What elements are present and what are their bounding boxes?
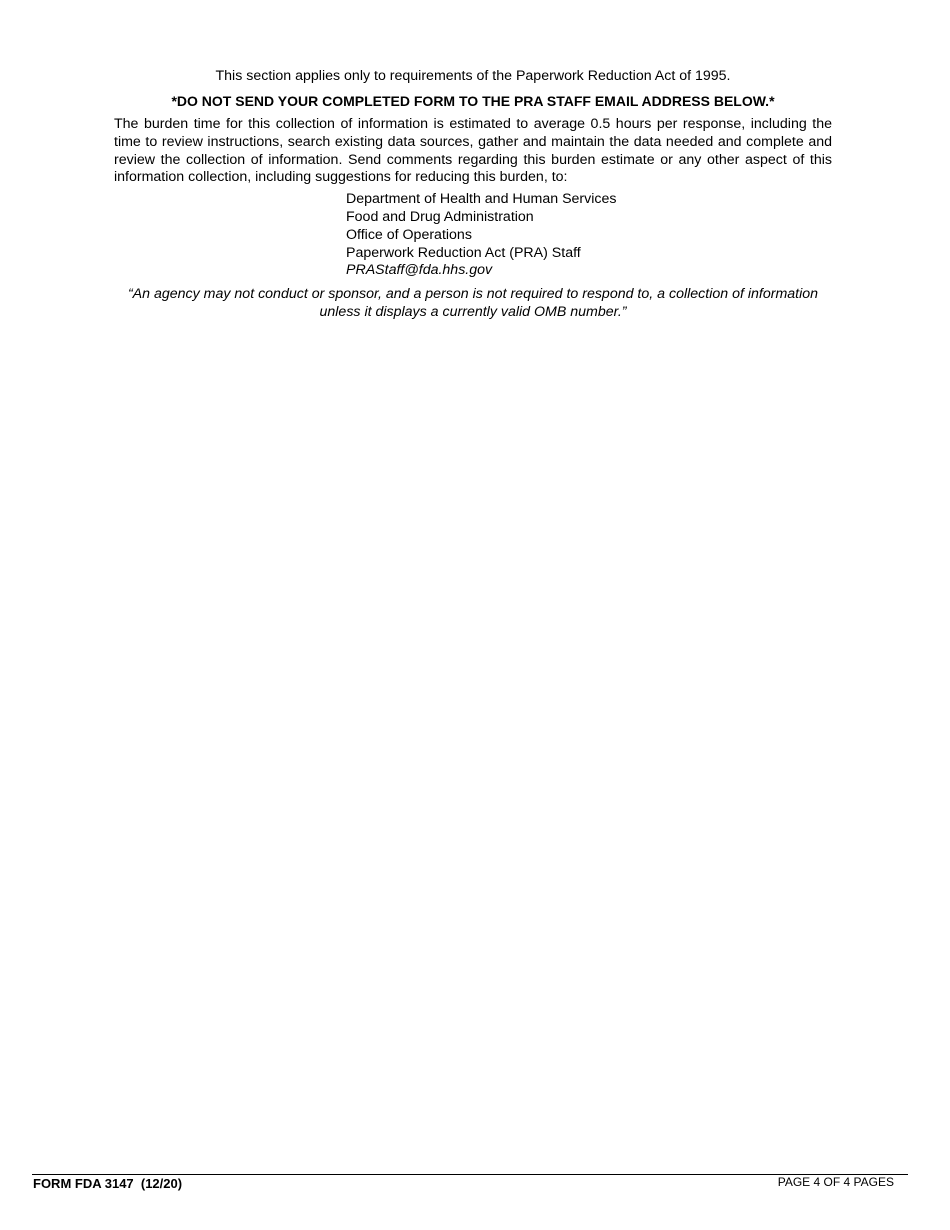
address-department: Department of Health and Human Services: [346, 191, 617, 208]
address-office: Office of Operations: [346, 226, 472, 243]
page-number: PAGE 4 OF 4 PAGES: [777, 1175, 894, 1189]
pra-intro: This section applies only to requirements of the Paperwork Reduction Act of 1995.: [215, 68, 731, 84]
pra-warning: *DO NOT SEND YOUR COMPLETED FORM TO THE PRA STAFF EMAIL ADDRESS BELOW.*: [171, 93, 775, 109]
form-id: FORM FDA 3147 (12/20): [33, 1176, 183, 1191]
address-agency: Food and Drug Administration: [346, 208, 534, 225]
pra-section: [114, 67, 832, 322]
burden-statement: The burden time for this collection of information is estimated to average 0.5 hours per response, including the time to review instructions, search existing data sources, gather and maintain the data needed and complete and review the collection of information. Send comments regarding this burden estimate or any other aspect of this information collection, including suggestions for reducing this burden, to:: [114, 116, 832, 186]
pra-address: [346, 191, 832, 280]
omb-notice: “An agency may not conduct or sponsor, and a person is not required to respond to, a collection of information unless it displays a currently valid OMB number.”: [127, 286, 819, 320]
footer-divider: [32, 1174, 908, 1175]
address-staff: Paperwork Reduction Act (PRA) Staff: [346, 244, 581, 261]
pra-email: PRAStaff@fda.hhs.gov: [346, 262, 493, 279]
